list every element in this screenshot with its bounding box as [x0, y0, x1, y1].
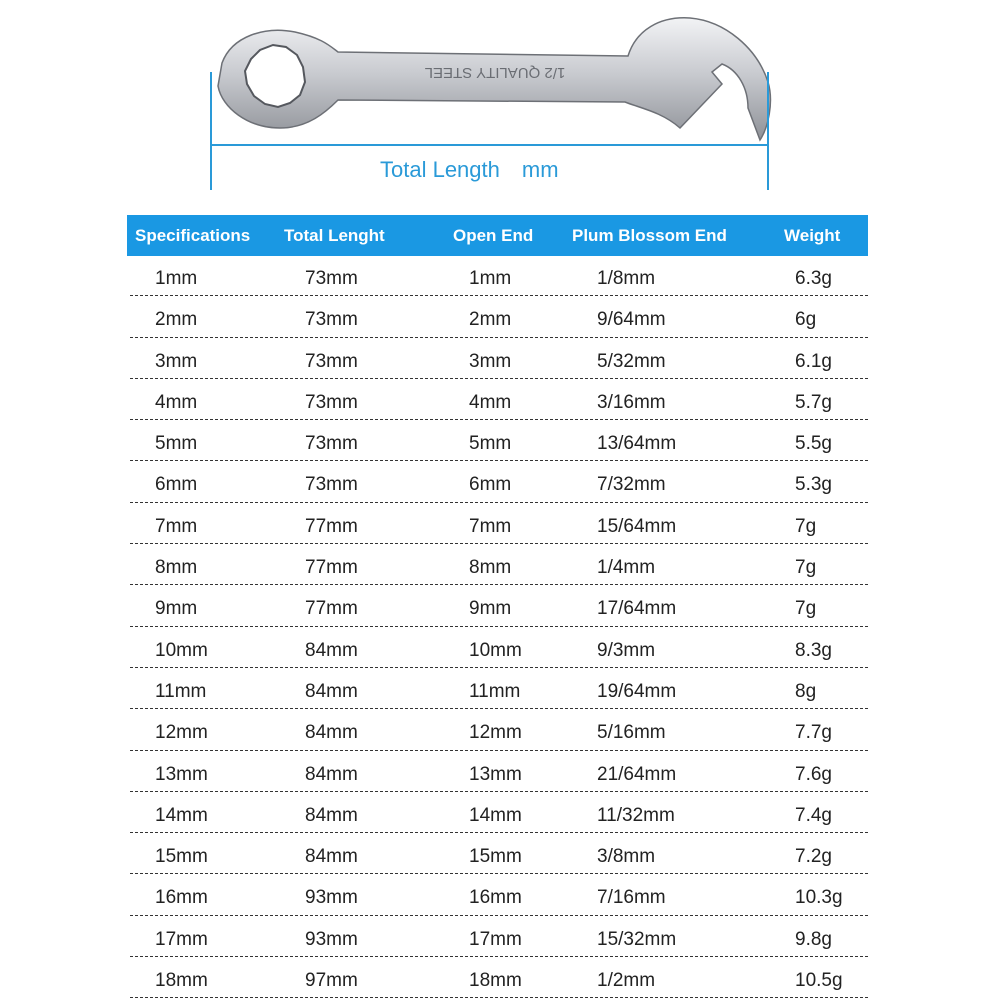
cell-weight: 5.5g [795, 433, 832, 455]
cell-total-length: 84mm [305, 763, 358, 785]
cell-open-end: 18mm [469, 970, 522, 992]
cell-weight: 10.3g [795, 887, 843, 909]
table-row [127, 958, 868, 999]
cell-plum-blossom-end: 1/4mm [597, 557, 656, 579]
table-row [127, 339, 868, 380]
cell-weight: 5.7g [795, 391, 832, 413]
cell-open-end: 9mm [469, 598, 512, 620]
cell-open-end: 17mm [469, 928, 522, 950]
table-row [127, 421, 868, 462]
header-total-length: Total Lenght [284, 226, 385, 245]
wrench-engraving: 1/2 QUALITY STEEL [424, 64, 566, 81]
cell-spec: 3mm [155, 350, 198, 372]
cell-spec: 18mm [155, 970, 208, 992]
table-row [127, 875, 868, 916]
header-specifications: Specifications [135, 226, 251, 245]
cell-open-end: 8mm [469, 557, 512, 579]
cell-weight: 6.3g [795, 268, 832, 289]
cell-plum-blossom-end: 5/16mm [597, 722, 666, 744]
cell-open-end: 1mm [469, 268, 512, 289]
cell-open-end: 6mm [469, 474, 512, 496]
cell-total-length: 73mm [305, 391, 358, 413]
cell-plum-blossom-end: 7/32mm [597, 474, 666, 496]
cell-total-length: 97mm [305, 970, 358, 992]
cell-plum-blossom-end: 1/2mm [597, 970, 656, 992]
cell-open-end: 11mm [469, 680, 521, 702]
cell-spec: 6mm [155, 474, 198, 496]
cell-total-length: 84mm [305, 804, 358, 826]
cell-weight: 7g [795, 598, 817, 620]
cell-plum-blossom-end: 13/64mm [597, 433, 677, 455]
cell-weight: 8.3g [795, 639, 832, 661]
cell-open-end: 12mm [469, 722, 522, 744]
cell-plum-blossom-end: 9/3mm [597, 639, 656, 661]
cell-open-end: 13mm [469, 763, 522, 785]
cell-plum-blossom-end: 11/32mm [597, 804, 675, 826]
header-weight: Weight [784, 226, 841, 245]
cell-total-length: 84mm [305, 639, 358, 661]
dimension-label [380, 157, 559, 183]
dimension-unit: mm [521, 157, 559, 182]
header-open-end: Open End [453, 226, 534, 245]
cell-total-length: 73mm [305, 350, 358, 372]
table-row [127, 834, 868, 875]
cell-plum-blossom-end: 21/64mm [597, 763, 677, 785]
table-row [127, 380, 868, 421]
cell-total-length: 73mm [305, 433, 358, 455]
cell-plum-blossom-end: 3/16mm [597, 391, 666, 413]
cell-plum-blossom-end: 15/64mm [597, 515, 677, 537]
cell-spec: 14mm [155, 804, 208, 826]
cell-total-length: 77mm [305, 515, 358, 537]
cell-plum-blossom-end: 15/32mm [597, 928, 677, 950]
cell-total-length: 84mm [305, 680, 358, 702]
cell-weight: 6g [795, 309, 817, 331]
cell-weight: 7.6g [795, 763, 832, 785]
cell-weight: 8g [795, 680, 817, 702]
cell-spec: 16mm [155, 887, 208, 909]
spec-table [127, 215, 868, 999]
table-row [127, 710, 868, 751]
cell-weight: 7.7g [795, 722, 832, 744]
cell-open-end: 2mm [469, 309, 512, 331]
table-row [127, 669, 868, 710]
wrench-figure [0, 0, 1000, 200]
cell-total-length: 73mm [305, 309, 358, 331]
cell-total-length: 73mm [305, 268, 358, 289]
cell-spec: 1mm [155, 268, 198, 289]
cell-spec: 13mm [155, 763, 208, 785]
table-row [127, 586, 868, 627]
cell-open-end: 10mm [469, 639, 522, 661]
cell-weight: 7.2g [795, 846, 832, 868]
cell-total-length: 84mm [305, 846, 358, 868]
cell-spec: 17mm [155, 928, 208, 950]
cell-spec: 15mm [155, 846, 208, 868]
cell-weight: 9.8g [795, 928, 832, 950]
table-header [127, 215, 868, 256]
cell-spec: 10mm [155, 639, 208, 661]
cell-spec: 12mm [155, 722, 208, 744]
cell-spec: 7mm [155, 515, 198, 537]
cell-total-length: 84mm [305, 722, 358, 744]
cell-open-end: 4mm [469, 391, 512, 413]
cell-weight: 6.1g [795, 350, 832, 372]
table-row [127, 256, 868, 297]
table-row [127, 297, 868, 338]
cell-open-end: 7mm [469, 515, 512, 537]
cell-spec: 11mm [155, 680, 207, 702]
cell-plum-blossom-end: 17/64mm [597, 598, 677, 620]
cell-weight: 7g [795, 557, 817, 579]
cell-total-length: 77mm [305, 598, 358, 620]
cell-plum-blossom-end: 7/16mm [597, 887, 666, 909]
cell-weight: 7g [795, 515, 817, 537]
table-row [127, 462, 868, 503]
cell-plum-blossom-end: 3/8mm [597, 846, 656, 868]
cell-plum-blossom-end: 19/64mm [597, 680, 677, 702]
cell-plum-blossom-end: 1/8mm [597, 268, 656, 289]
cell-open-end: 5mm [469, 433, 512, 455]
table-row [127, 545, 868, 586]
cell-spec: 2mm [155, 309, 198, 331]
cell-weight: 10.5g [795, 970, 843, 992]
table-row [127, 752, 868, 793]
cell-weight: 7.4g [795, 804, 832, 826]
table-row [127, 793, 868, 834]
cell-spec: 4mm [155, 391, 198, 413]
cell-total-length: 93mm [305, 887, 358, 909]
cell-total-length: 73mm [305, 474, 358, 496]
table-body [127, 256, 868, 999]
cell-plum-blossom-end: 5/32mm [597, 350, 666, 372]
table-row [127, 628, 868, 669]
cell-open-end: 16mm [469, 887, 522, 909]
header-plum-blossom-end: Plum Blossom End [572, 226, 727, 245]
cell-spec: 5mm [155, 433, 198, 455]
cell-spec: 8mm [155, 557, 198, 579]
dimension-label-text: Total Length [380, 157, 500, 182]
cell-open-end: 3mm [469, 350, 512, 372]
table-row [127, 504, 868, 545]
table-row [127, 917, 868, 958]
cell-total-length: 93mm [305, 928, 358, 950]
cell-spec: 9mm [155, 598, 198, 620]
cell-plum-blossom-end: 9/64mm [597, 309, 666, 331]
cell-weight: 5.3g [795, 474, 832, 496]
cell-open-end: 14mm [469, 804, 522, 826]
cell-open-end: 15mm [469, 846, 522, 868]
cell-total-length: 77mm [305, 557, 358, 579]
